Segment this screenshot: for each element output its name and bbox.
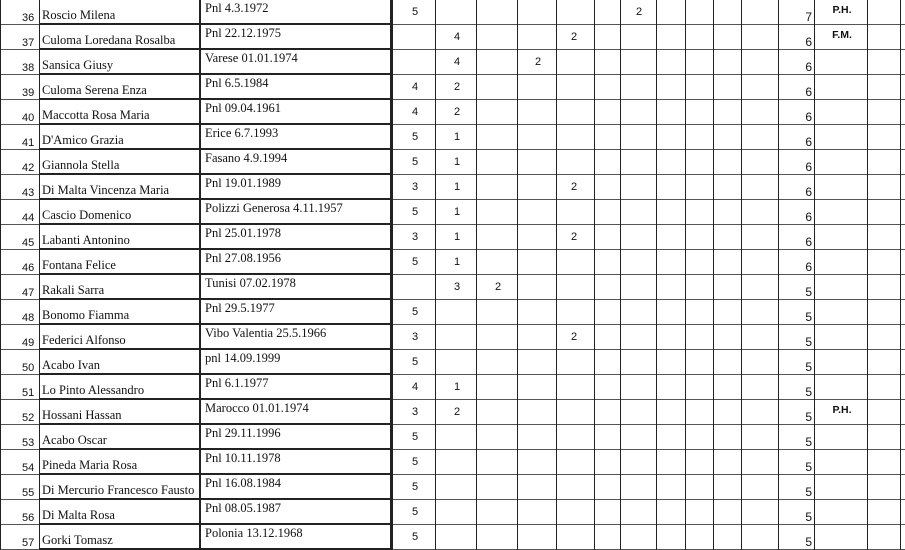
birth-place-date: Pnl 25.01.1978 — [205, 226, 282, 240]
birth-place-date: Erice 6.7.1993 — [205, 126, 279, 140]
birth-cell — [200, 500, 392, 525]
person-name: D'Amico Grazia — [42, 133, 124, 147]
name-cell — [40, 125, 200, 150]
table-row — [0, 450, 905, 475]
row-number: 39 — [22, 87, 35, 99]
score-c4: 2 — [534, 56, 542, 68]
total-score: 6 — [805, 260, 812, 274]
person-name: Acabo Ivan — [42, 358, 100, 372]
birth-cell — [200, 225, 392, 250]
score-c1: 5 — [411, 6, 419, 18]
table-row — [0, 125, 905, 150]
person-name: Maccotta Rosa Maria — [42, 108, 150, 122]
column-divider — [656, 0, 657, 550]
column-divider — [741, 0, 742, 550]
birth-cell — [200, 250, 392, 275]
table-row — [0, 425, 905, 450]
score-c2: 1 — [453, 131, 461, 143]
total-score: 5 — [805, 485, 812, 499]
table-row — [0, 100, 905, 125]
birth-cell — [200, 50, 392, 75]
total-score: 6 — [805, 60, 812, 74]
name-cell — [40, 250, 200, 275]
column-divider — [594, 0, 595, 550]
total-score: 5 — [805, 510, 812, 524]
score-c2: 2 — [453, 406, 461, 418]
person-name: Culoma Loredana Rosalba — [42, 33, 176, 47]
birth-place-date: Varese 01.01.1974 — [205, 51, 298, 65]
birth-place-date: Pnl 10.11.1978 — [205, 451, 281, 465]
column-divider — [814, 0, 815, 550]
birth-place-date: Tunisi 07.02.1978 — [205, 276, 296, 290]
person-name: Rakali Sarra — [42, 283, 105, 297]
name-cell — [40, 350, 200, 375]
birth-cell — [200, 525, 392, 550]
row-number-cell — [0, 25, 40, 50]
birth-place-date: Marocco 01.01.1974 — [205, 401, 309, 415]
birth-cell — [200, 25, 392, 50]
birth-cell — [200, 200, 392, 225]
score-c1: 5 — [411, 131, 419, 143]
column-divider — [476, 0, 477, 550]
birth-place-date: Pnl 6.5.1984 — [205, 76, 269, 90]
name-cell — [40, 175, 200, 200]
column-divider — [900, 0, 901, 550]
table-row — [0, 250, 905, 275]
score-c1: 5 — [411, 206, 419, 218]
score-c1: 4 — [411, 81, 419, 93]
row-number-cell — [0, 175, 40, 200]
row-number-cell — [0, 325, 40, 350]
score-c1: 3 — [411, 406, 419, 418]
name-cell — [40, 25, 200, 50]
table-row — [0, 175, 905, 200]
birth-place-date: Pnl 4.3.1972 — [205, 1, 269, 15]
column-divider — [390, 0, 393, 550]
score-c1: 5 — [411, 156, 419, 168]
birth-cell — [200, 400, 392, 425]
birth-cell — [200, 275, 392, 300]
total-score: 6 — [805, 235, 812, 249]
person-name: Gorki Tomasz — [42, 533, 113, 547]
total-score: 5 — [805, 535, 812, 549]
table-row — [0, 525, 905, 550]
row-number: 51 — [22, 387, 35, 399]
name-cell — [40, 325, 200, 350]
row-number: 50 — [22, 362, 35, 374]
total-score: 5 — [805, 310, 812, 324]
row-number: 38 — [22, 62, 35, 74]
row-number: 57 — [22, 537, 35, 549]
table-row — [0, 475, 905, 500]
score-c2: 1 — [453, 206, 461, 218]
row-number: 53 — [22, 437, 35, 449]
score-c2: 1 — [453, 231, 461, 243]
row-number-cell — [0, 150, 40, 175]
column-divider — [778, 0, 779, 550]
person-name: Di Mercurio Francesco Fausto — [42, 483, 195, 497]
row-number-cell — [0, 75, 40, 100]
score-c7: 2 — [635, 6, 643, 18]
column-divider — [199, 0, 201, 550]
column-divider — [517, 0, 518, 550]
birth-place-date: Polizzi Generosa 4.11.1957 — [205, 201, 343, 215]
table-row — [0, 75, 905, 100]
person-name: Sansica Giusy — [42, 58, 114, 72]
birth-place-date: Pnl 6.1.1977 — [205, 376, 269, 390]
name-cell — [40, 525, 200, 550]
table-row — [0, 325, 905, 350]
row-number: 52 — [22, 412, 35, 424]
name-cell — [40, 275, 200, 300]
score-c1: 5 — [411, 531, 419, 543]
name-cell — [40, 425, 200, 450]
name-cell — [40, 100, 200, 125]
birth-place-date: Pnl 19.01.1989 — [205, 176, 282, 190]
birth-place-date: Polonia 13.12.1968 — [205, 526, 303, 540]
table-row — [0, 300, 905, 325]
total-score: 6 — [805, 135, 812, 149]
name-cell — [40, 375, 200, 400]
total-score: 6 — [805, 210, 812, 224]
total-score: 5 — [805, 410, 812, 424]
score-c2: 1 — [453, 256, 461, 268]
score-c5: 2 — [570, 331, 578, 343]
table-row — [0, 500, 905, 525]
name-cell — [40, 50, 200, 75]
name-cell — [40, 300, 200, 325]
score-c5: 2 — [570, 31, 578, 43]
total-score: 5 — [805, 435, 812, 449]
note-badge: F.M. — [832, 29, 852, 41]
table-row — [0, 0, 905, 25]
row-number-cell — [0, 50, 40, 75]
total-score: 6 — [805, 85, 812, 99]
total-score: 6 — [805, 160, 812, 174]
row-number: 40 — [22, 112, 35, 124]
score-c2: 1 — [453, 381, 461, 393]
name-cell — [40, 400, 200, 425]
row-number-cell — [0, 250, 40, 275]
name-cell — [40, 200, 200, 225]
birth-cell — [200, 300, 392, 325]
row-number-cell — [0, 0, 40, 25]
row-number: 41 — [22, 137, 35, 149]
table-row — [0, 225, 905, 250]
row-number-cell — [0, 525, 40, 550]
birth-place-date: Pnl 29.5.1977 — [205, 301, 275, 315]
birth-cell — [200, 450, 392, 475]
person-name: Roscio Milena — [42, 8, 116, 22]
row-number: 54 — [22, 462, 35, 474]
row-number-cell — [0, 425, 40, 450]
table-row — [0, 200, 905, 225]
person-name: Federici Alfonso — [42, 333, 126, 347]
score-c1: 5 — [411, 256, 419, 268]
score-c2: 3 — [453, 281, 461, 293]
person-name: Cascio Domenico — [42, 208, 132, 222]
row-number-cell — [0, 200, 40, 225]
score-c2: 1 — [453, 181, 461, 193]
row-number-cell — [0, 450, 40, 475]
row-number: 47 — [22, 287, 35, 299]
row-number-cell — [0, 375, 40, 400]
name-cell — [40, 450, 200, 475]
score-c1: 5 — [411, 506, 419, 518]
birth-place-date: pnl 14.09.1999 — [205, 351, 281, 365]
row-number-cell — [0, 400, 40, 425]
score-c5: 2 — [570, 181, 578, 193]
table-row — [0, 50, 905, 75]
birth-cell — [200, 75, 392, 100]
person-name: Culoma Serena Enza — [42, 83, 147, 97]
column-divider — [713, 0, 714, 550]
score-c1: 3 — [411, 331, 419, 343]
column-divider — [556, 0, 557, 550]
score-c3: 2 — [494, 281, 502, 293]
name-cell — [40, 475, 200, 500]
person-name: Lo Pinto Alessandro — [42, 383, 145, 397]
birth-cell — [200, 175, 392, 200]
score-c1: 3 — [411, 231, 419, 243]
row-number-cell — [0, 350, 40, 375]
row-number-cell — [0, 275, 40, 300]
birth-place-date: Pnl 08.05.1987 — [205, 501, 282, 515]
row-number-cell — [0, 500, 40, 525]
row-number: 56 — [22, 512, 35, 524]
row-number-cell — [0, 125, 40, 150]
total-score: 7 — [805, 10, 812, 24]
birth-cell — [200, 325, 392, 350]
total-score: 6 — [805, 110, 812, 124]
name-cell — [40, 150, 200, 175]
row-number: 42 — [22, 162, 35, 174]
row-number: 49 — [22, 337, 35, 349]
birth-cell — [200, 375, 392, 400]
total-score: 6 — [805, 185, 812, 199]
name-cell — [40, 500, 200, 525]
birth-cell — [200, 425, 392, 450]
birth-cell — [200, 350, 392, 375]
column-divider — [39, 0, 40, 550]
score-c2: 4 — [453, 56, 461, 68]
note-badge: P.H. — [832, 4, 852, 16]
total-score: 5 — [805, 460, 812, 474]
person-name: Di Malta Rosa — [42, 508, 115, 522]
person-name: Di Malta Vincenza Maria — [42, 183, 170, 197]
name-cell — [40, 0, 200, 25]
person-name: Giannola Stella — [42, 158, 120, 172]
column-divider — [685, 0, 686, 550]
birth-place-date: Pnl 27.08.1956 — [205, 251, 282, 265]
total-score: 5 — [805, 285, 812, 299]
score-c2: 4 — [453, 31, 461, 43]
table-row — [0, 275, 905, 300]
score-c1: 5 — [411, 356, 419, 368]
birth-place-date: Fasano 4.9.1994 — [205, 151, 288, 165]
person-name: Acabo Oscar — [42, 433, 107, 447]
name-cell — [40, 225, 200, 250]
row-number: 55 — [22, 487, 35, 499]
score-c2: 1 — [453, 156, 461, 168]
person-name: Pineda Maria Rosa — [42, 458, 138, 472]
row-number: 44 — [22, 212, 35, 224]
row-number: 46 — [22, 262, 35, 274]
birth-place-date: Vibo Valentia 25.5.1966 — [205, 326, 327, 340]
column-divider — [0, 0, 1, 550]
row-number-cell — [0, 225, 40, 250]
birth-place-date: Pnl 22.12.1975 — [205, 26, 282, 40]
column-divider — [435, 0, 436, 550]
total-score: 5 — [805, 335, 812, 349]
row-number: 36 — [22, 12, 35, 24]
table-row — [0, 400, 905, 425]
person-name: Hossani Hassan — [42, 408, 122, 422]
note-badge: P.H. — [832, 404, 852, 416]
total-score: 5 — [805, 385, 812, 399]
birth-cell — [200, 475, 392, 500]
row-number: 43 — [22, 187, 35, 199]
score-c2: 2 — [453, 106, 461, 118]
birth-cell — [200, 125, 392, 150]
person-name: Labanti Antonino — [42, 233, 130, 247]
score-c2: 2 — [453, 81, 461, 93]
birth-cell — [200, 100, 392, 125]
table-row — [0, 350, 905, 375]
row-number-cell — [0, 100, 40, 125]
table-row — [0, 150, 905, 175]
birth-cell — [200, 0, 392, 25]
person-name: Bonomo Fiamma — [42, 308, 130, 322]
score-c1: 3 — [411, 181, 419, 193]
column-divider — [620, 0, 621, 550]
score-c1: 5 — [411, 306, 419, 318]
table-row — [0, 25, 905, 50]
person-name: Fontana Felice — [42, 258, 116, 272]
score-c1: 5 — [411, 431, 419, 443]
birth-cell — [200, 150, 392, 175]
row-number-cell — [0, 300, 40, 325]
total-score: 5 — [805, 360, 812, 374]
row-number: 45 — [22, 237, 35, 249]
row-number: 37 — [22, 37, 35, 49]
name-cell — [40, 75, 200, 100]
score-c1: 5 — [411, 456, 419, 468]
score-c1: 5 — [411, 481, 419, 493]
score-c1: 4 — [411, 381, 419, 393]
score-c5: 2 — [570, 231, 578, 243]
table-row — [0, 375, 905, 400]
row-number: 48 — [22, 312, 35, 324]
total-score: 6 — [805, 35, 812, 49]
birth-place-date: Pnl 29.11.1996 — [205, 426, 281, 440]
score-c1: 4 — [411, 106, 419, 118]
column-divider — [867, 0, 868, 550]
birth-place-date: Pnl 16.08.1984 — [205, 476, 282, 490]
row-number-cell — [0, 475, 40, 500]
birth-place-date: Pnl 09.04.1961 — [205, 101, 282, 115]
